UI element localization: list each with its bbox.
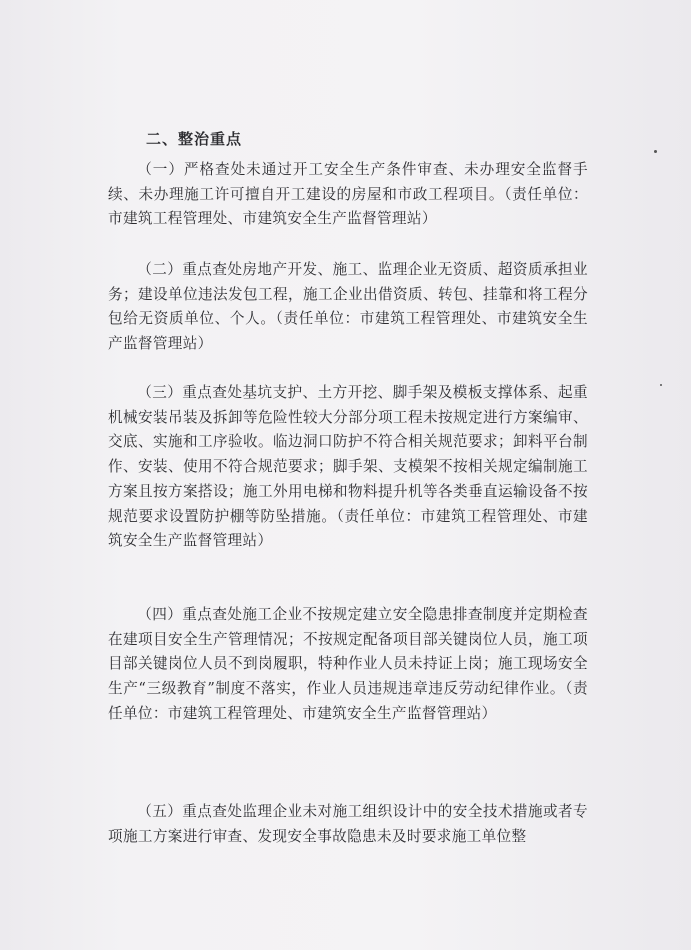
paragraph-3: （三）重点查处基坑支护、土方开挖、脚手架及模板支撑体系、起重机械安装吊装及拆卸等危险性较大分部分项工程未按规定进行方案编审、交底、实施和工序验收。临边洞口防护不符合相关规范要求；卸料平台制作、安装、使用不符合规范要求；脚手架、支模架不按相关规定编制施工方案且按方案搭设；施工外用电梯和物料提升机等各类垂直运输设备不按规范要求设置防护棚等防坠措施。（责任单位：市建筑工程管理处、市建筑安全生产监督管理站） <box>108 384 588 550</box>
paragraph-4: （四）重点查处施工企业不按规定建立安全隐患排查制度并定期检查在建项目安全生产管理情况；不按规定配备项目部关键岗位人员，施工项目部关键岗位人员不到岗履职，特种作业人员未持证上岗；施工现场安全生产“三级教育”制度不落实，作业人员违规违章违反劳动纪律作业。（责任单位：市建筑工程管理处、市建筑安全生产监督管理站） <box>108 606 588 722</box>
scan-speck <box>654 150 657 153</box>
paragraph-1: （一）严格查处未通过开工安全生产条件审查、未办理安全监督手续、未办理施工许可擅自开工建设的房屋和市政工程项目。（责任单位：市建筑工程管理处、市建筑安全生产监督管理站） <box>108 161 588 228</box>
section-heading: 二、整治重点 <box>146 130 243 148</box>
paragraph-2: （二）重点查处房地产开发、施工、监理企业无资质、超资质承担业务；建设单位违法发包工程，施工企业出借资质、转包、挂靠和将工程分包给无资质单位、个人。（责任单位：市建筑工程管理处、市建筑安全生产监督管理站） <box>108 261 588 353</box>
scan-speck <box>660 384 662 386</box>
paragraph-5: （五）重点查处监理企业未对施工组织设计中的安全技术措施或者专项施工方案进行审查、发现安全事故隐患未及时要求施工单位整 <box>108 803 588 845</box>
